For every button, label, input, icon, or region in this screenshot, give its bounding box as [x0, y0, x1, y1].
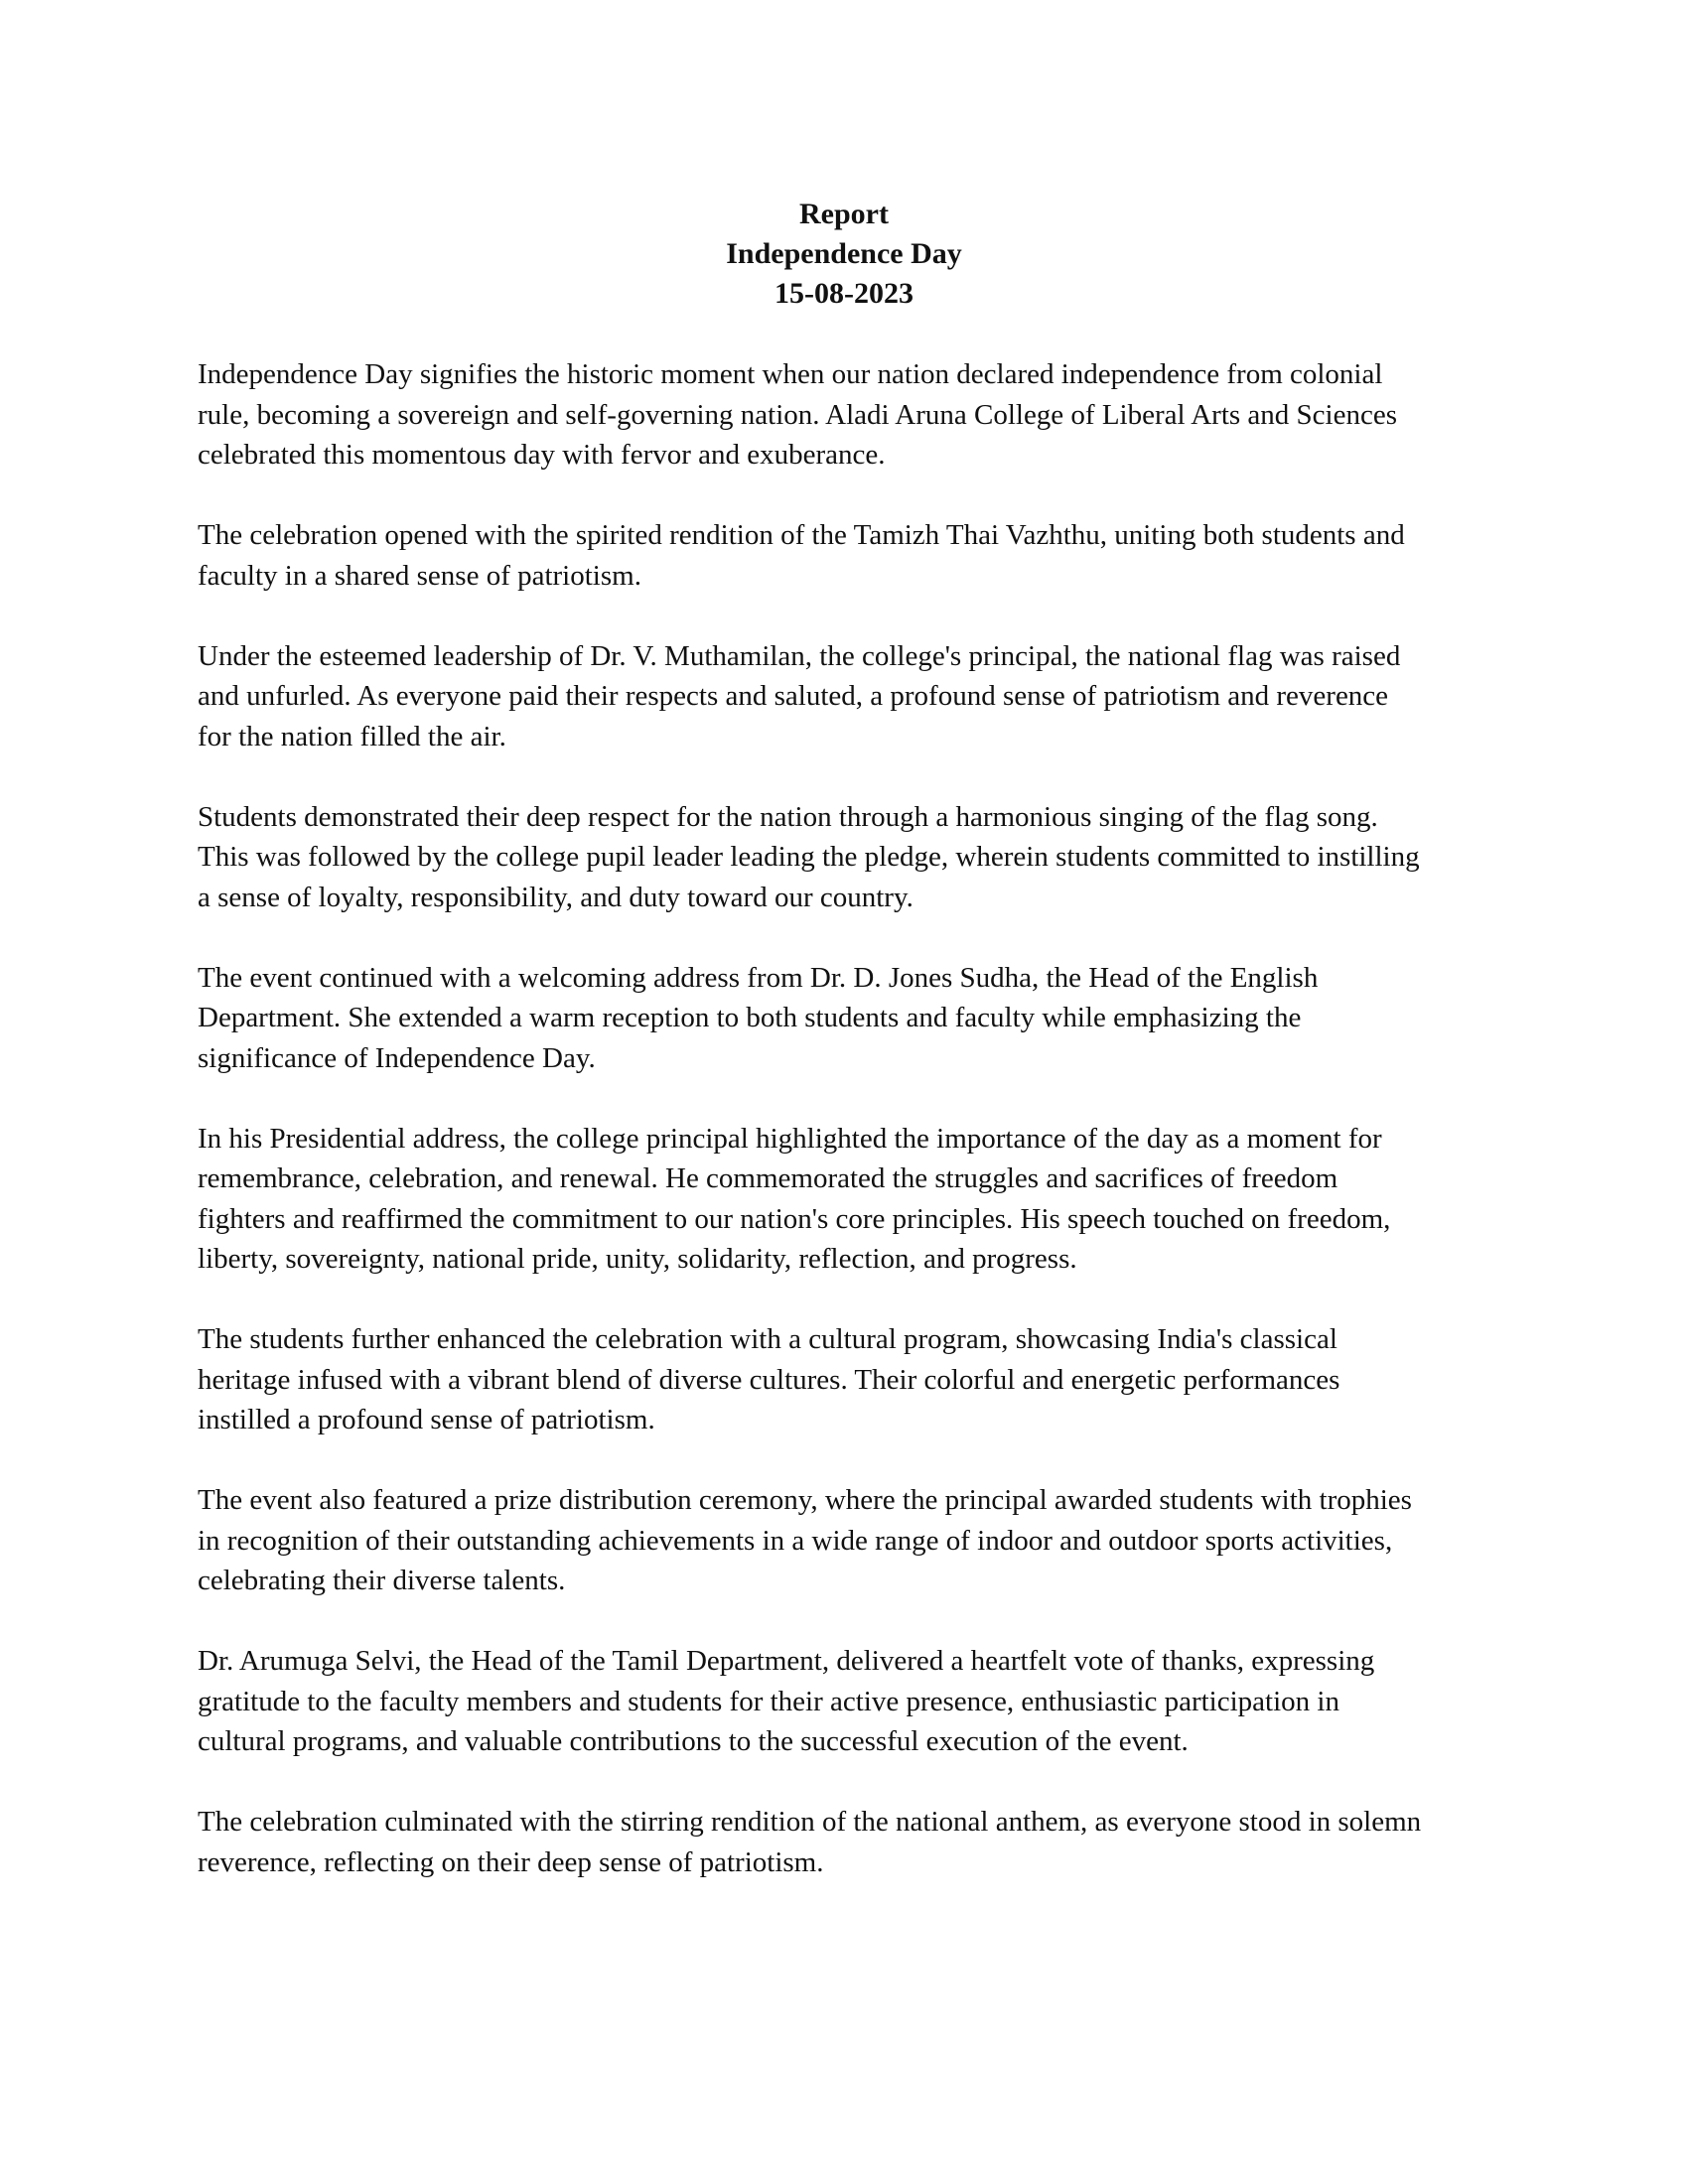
paragraph-line: a sense of loyalty, responsibility, and duty toward our country.	[198, 881, 914, 913]
paragraph-flag-hoisting	[198, 636, 1488, 757]
paragraph-line: rule, becoming a sovereign and self-governing nation. Aladi Aruna College of Liberal Arts and Sciences	[198, 398, 1397, 431]
paragraph-line: In his Presidential address, the college principal highlighted the importance of the day as a moment for	[198, 1122, 1382, 1155]
report-title: Report	[799, 198, 889, 230]
paragraph-welcome-address	[198, 958, 1488, 1079]
paragraph-intro	[198, 354, 1488, 476]
paragraph-line: celebrating their diverse talents.	[198, 1565, 566, 1596]
paragraph-line: in recognition of their outstanding achievements in a wide range of indoor and outdoor sports activities,	[198, 1524, 1393, 1557]
paragraph-line: Students demonstrated their deep respect for the nation through a harmonious singing of the flag song.	[198, 800, 1378, 833]
paragraph-line: and unfurled. As everyone paid their respects and saluted, a profound sense of patriotism and reverence	[198, 680, 1389, 712]
paragraph-line: This was followed by the college pupil leader leading the pledge, wherein students committed to instilling	[198, 841, 1420, 873]
paragraph-line: Independence Day signifies the historic moment when our nation declared independence from colonial	[198, 358, 1383, 390]
paragraph-line: cultural programs, and valuable contributions to the successful execution of the event.	[198, 1725, 1189, 1757]
paragraph-presidential-address	[198, 1119, 1488, 1280]
report-body	[198, 354, 1488, 1923]
report-heading	[0, 195, 1688, 314]
paragraph-vote-of-thanks	[198, 1641, 1488, 1762]
paragraph-line: The event also featured a prize distribution ceremony, where the principal awarded students with trophies	[198, 1484, 1412, 1516]
paragraph-flag-song	[198, 797, 1488, 918]
paragraph-cultural-program	[198, 1319, 1488, 1440]
report-subtitle: Independence Day	[726, 237, 962, 270]
paragraph-opening	[198, 515, 1488, 596]
paragraph-line: for the nation filled the air.	[198, 720, 506, 752]
paragraph-line: The celebration culminated with the stirring rendition of the national anthem, as everyone stood in solemn	[198, 1806, 1422, 1838]
paragraph-line: significance of Independence Day.	[198, 1041, 596, 1074]
paragraph-prize-distribution	[198, 1480, 1488, 1601]
paragraph-line: The students further enhanced the celebration with a cultural program, showcasing India's classical	[198, 1323, 1337, 1355]
paragraph-line: heritage infused with a vibrant blend of diverse cultures. Their colorful and energetic performances	[198, 1363, 1340, 1396]
report-date: 15-08-2023	[774, 277, 914, 310]
paragraph-line: The celebration opened with the spirited rendition of the Tamizh Thai Vazhthu, uniting both students and	[198, 519, 1405, 551]
paragraph-line: liberty, sovereignty, national pride, unity, solidarity, reflection, and progress.	[198, 1243, 1077, 1275]
paragraph-line: Under the esteemed leadership of Dr. V. Muthamilan, the college's principal, the national flag was raised	[198, 639, 1401, 672]
paragraph-line: remembrance, celebration, and renewal. He commemorated the struggles and sacrifices of freedom	[198, 1162, 1338, 1194]
paragraph-line: faculty in a shared sense of patriotism.	[198, 559, 641, 592]
paragraph-line: fighters and reaffirmed the commitment to our nation's core principles. His speech touched on freedom,	[198, 1202, 1391, 1235]
paragraph-line: Department. She extended a warm reception to both students and faculty while emphasizing the	[198, 1002, 1302, 1033]
paragraph-line: Dr. Arumuga Selvi, the Head of the Tamil Department, delivered a heartfelt vote of thanks, expressing	[198, 1645, 1375, 1677]
paragraph-line: gratitude to the faculty members and students for their active presence, enthusiastic participation in	[198, 1685, 1339, 1717]
paragraph-line: instilled a profound sense of patriotism.	[198, 1404, 655, 1435]
paragraph-national-anthem	[198, 1802, 1488, 1882]
paragraph-line: reverence, reflecting on their deep sense of patriotism.	[198, 1845, 824, 1878]
paragraph-line: The event continued with a welcoming address from Dr. D. Jones Sudha, the Head of the English	[198, 961, 1319, 994]
paragraph-line: celebrated this momentous day with fervor and exuberance.	[198, 439, 886, 471]
